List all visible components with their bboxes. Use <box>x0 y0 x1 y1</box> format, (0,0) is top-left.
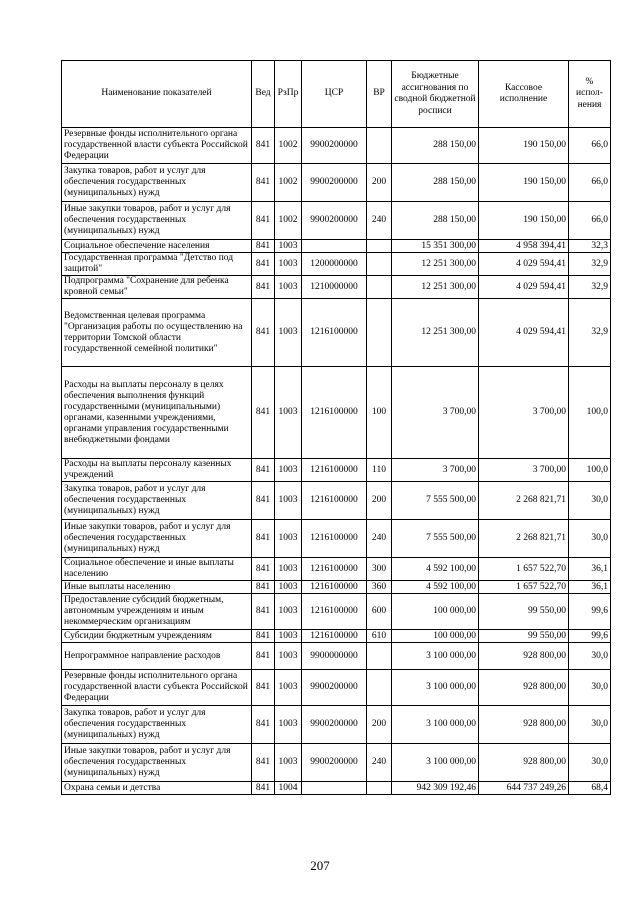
cell-cash: 1 657 522,70 <box>479 581 569 594</box>
cell-cash: 1 657 522,70 <box>479 558 569 581</box>
cell-ved: 841 <box>252 367 275 459</box>
cell-vr: 600 <box>367 594 392 630</box>
table-row <box>62 670 611 706</box>
table-row <box>62 643 611 670</box>
cell-csr: 9900200000 <box>302 670 367 706</box>
cell-pct: 30,0 <box>569 744 611 782</box>
cell-cash: 928 800,00 <box>479 744 569 782</box>
cell-vr <box>367 670 392 706</box>
table-row <box>62 299 611 367</box>
table-row <box>62 594 611 630</box>
cell-budget: 12 251 300,00 <box>392 299 479 367</box>
cell-csr: 9900200000 <box>302 128 367 164</box>
cell-name: Резервные фонды исполнительного органа государственной власти субъекта Российской Федерации <box>62 670 252 706</box>
cell-ved: 841 <box>252 240 275 253</box>
cell-ved: 841 <box>252 202 275 240</box>
cell-vr: 200 <box>367 706 392 744</box>
cell-csr: 9900200000 <box>302 706 367 744</box>
cell-cash: 3 700,00 <box>479 459 569 482</box>
cell-vr <box>367 128 392 164</box>
cell-cash: 644 737 249,26 <box>479 782 569 795</box>
cell-vr <box>367 643 392 670</box>
cell-ved: 841 <box>252 630 275 643</box>
cell-cash: 3 700,00 <box>479 367 569 459</box>
cell-vr <box>367 276 392 299</box>
cell-budget: 7 555 500,00 <box>392 520 479 558</box>
cell-pct: 68,4 <box>569 782 611 795</box>
cell-name: Охрана семьи и детства <box>62 782 252 795</box>
cell-rzpr: 1003 <box>275 276 302 299</box>
cell-rzpr: 1003 <box>275 520 302 558</box>
cell-rzpr: 1003 <box>275 594 302 630</box>
cell-budget: 3 100 000,00 <box>392 744 479 782</box>
table-row <box>62 482 611 520</box>
cell-rzpr: 1003 <box>275 459 302 482</box>
cell-cash: 928 800,00 <box>479 643 569 670</box>
cell-name: Расходы на выплаты персоналу казенных учреждений <box>62 459 252 482</box>
cell-rzpr: 1003 <box>275 670 302 706</box>
cell-rzpr: 1003 <box>275 558 302 581</box>
cell-budget: 3 100 000,00 <box>392 643 479 670</box>
cell-csr: 1216100000 <box>302 367 367 459</box>
cell-name: Иные закупки товаров, работ и услуг для обеспечения государственных (муниципальных) нужд <box>62 520 252 558</box>
header-percent: % испол-нения <box>569 61 611 128</box>
header-name: Наименование показателей <box>62 61 252 128</box>
cell-csr: 9900200000 <box>302 744 367 782</box>
header-ved: Вед <box>252 61 275 128</box>
cell-pct: 66,0 <box>569 164 611 202</box>
cell-budget: 4 592 100,00 <box>392 558 479 581</box>
table-row <box>62 782 611 795</box>
cell-budget: 12 251 300,00 <box>392 276 479 299</box>
cell-csr: 9900000000 <box>302 643 367 670</box>
cell-vr <box>367 253 392 276</box>
table-row <box>62 581 611 594</box>
cell-budget: 100 000,00 <box>392 594 479 630</box>
cell-ved: 841 <box>252 164 275 202</box>
cell-budget: 12 251 300,00 <box>392 253 479 276</box>
cell-name: Государственная программа "Детство под защитой" <box>62 253 252 276</box>
cell-pct: 32,9 <box>569 276 611 299</box>
cell-vr: 240 <box>367 202 392 240</box>
header-budget: Бюджетные ассигнования по сводной бюджетной росписи <box>392 61 479 128</box>
cell-pct: 30,0 <box>569 670 611 706</box>
table-row <box>62 520 611 558</box>
cell-cash: 190 150,00 <box>479 164 569 202</box>
header-vr: ВР <box>367 61 392 128</box>
header-cash: Кассовое исполнение <box>479 61 569 128</box>
cell-rzpr: 1003 <box>275 706 302 744</box>
cell-name: Закупка товаров, работ и услуг для обеспечения государственных (муниципальных) нужд <box>62 482 252 520</box>
cell-csr <box>302 782 367 795</box>
cell-ved: 841 <box>252 706 275 744</box>
table-row <box>62 164 611 202</box>
table-row <box>62 630 611 643</box>
cell-name: Расходы на выплаты персоналу в целях обеспечения выполнения функций государственными (муниципальными) органами, казенными учреждениями, органами управления государственными внебюджетными фондами <box>62 367 252 459</box>
cell-ved: 841 <box>252 581 275 594</box>
cell-pct: 99,6 <box>569 630 611 643</box>
table-row <box>62 240 611 253</box>
cell-cash: 4 958 394,41 <box>479 240 569 253</box>
cell-vr <box>367 240 392 253</box>
cell-csr: 1216100000 <box>302 630 367 643</box>
cell-pct: 66,0 <box>569 202 611 240</box>
cell-csr: 1210000000 <box>302 276 367 299</box>
cell-name: Закупка товаров, работ и услуг для обеспечения государственных (муниципальных) нужд <box>62 706 252 744</box>
cell-name: Иные выплаты населению <box>62 581 252 594</box>
header-rzpr: РзПр <box>275 61 302 128</box>
cell-budget: 288 150,00 <box>392 202 479 240</box>
cell-budget: 288 150,00 <box>392 164 479 202</box>
table-row <box>62 459 611 482</box>
cell-vr: 200 <box>367 482 392 520</box>
cell-ved: 841 <box>252 482 275 520</box>
table-body <box>62 128 611 795</box>
table-row <box>62 253 611 276</box>
cell-name: Субсидии бюджетным учреждениям <box>62 630 252 643</box>
cell-budget: 7 555 500,00 <box>392 482 479 520</box>
cell-name: Иные закупки товаров, работ и услуг для обеспечения государственных (муниципальных) нужд <box>62 744 252 782</box>
cell-csr: 1216100000 <box>302 299 367 367</box>
cell-name: Иные закупки товаров, работ и услуг для обеспечения государственных (муниципальных) нужд <box>62 202 252 240</box>
cell-budget: 942 309 192,46 <box>392 782 479 795</box>
table-row <box>62 276 611 299</box>
cell-pct: 36,1 <box>569 558 611 581</box>
cell-cash: 190 150,00 <box>479 202 569 240</box>
cell-cash: 4 029 594,41 <box>479 253 569 276</box>
cell-cash: 4 029 594,41 <box>479 276 569 299</box>
cell-pct: 32,9 <box>569 299 611 367</box>
cell-pct: 30,0 <box>569 520 611 558</box>
cell-cash: 4 029 594,41 <box>479 299 569 367</box>
cell-csr: 1216100000 <box>302 581 367 594</box>
cell-rzpr: 1002 <box>275 128 302 164</box>
cell-pct: 30,0 <box>569 482 611 520</box>
cell-vr <box>367 782 392 795</box>
cell-ved: 841 <box>252 299 275 367</box>
cell-csr: 1200000000 <box>302 253 367 276</box>
table-row <box>62 706 611 744</box>
table-row <box>62 202 611 240</box>
cell-name: Социальное обеспечение и иные выплаты населению <box>62 558 252 581</box>
cell-rzpr: 1003 <box>275 240 302 253</box>
budget-execution-table <box>61 60 611 795</box>
cell-vr: 110 <box>367 459 392 482</box>
cell-rzpr: 1002 <box>275 202 302 240</box>
cell-ved: 841 <box>252 558 275 581</box>
cell-name: Резервные фонды исполнительного органа государственной власти субъекта Российской Федерации <box>62 128 252 164</box>
cell-cash: 928 800,00 <box>479 670 569 706</box>
cell-rzpr: 1002 <box>275 164 302 202</box>
cell-pct: 32,9 <box>569 253 611 276</box>
cell-cash: 99 550,00 <box>479 630 569 643</box>
cell-rzpr: 1003 <box>275 253 302 276</box>
cell-rzpr: 1003 <box>275 581 302 594</box>
cell-budget: 3 100 000,00 <box>392 706 479 744</box>
cell-pct: 36,1 <box>569 581 611 594</box>
cell-rzpr: 1003 <box>275 630 302 643</box>
cell-vr: 100 <box>367 367 392 459</box>
table-row <box>62 558 611 581</box>
cell-ved: 841 <box>252 643 275 670</box>
cell-pct: 100,0 <box>569 459 611 482</box>
cell-name: Ведомственная целевая программа "Организация работы по осуществлению на территории Томской области государственной семейной политики" <box>62 299 252 367</box>
cell-budget: 4 592 100,00 <box>392 581 479 594</box>
cell-csr: 1216100000 <box>302 520 367 558</box>
cell-budget: 3 700,00 <box>392 459 479 482</box>
header-csr: ЦСР <box>302 61 367 128</box>
cell-csr: 9900200000 <box>302 164 367 202</box>
page-number: 207 <box>310 858 330 873</box>
cell-name: Социальное обеспечение населения <box>62 240 252 253</box>
cell-vr: 300 <box>367 558 392 581</box>
cell-name: Закупка товаров, работ и услуг для обеспечения государственных (муниципальных) нужд <box>62 164 252 202</box>
cell-name: Непрограммное направление расходов <box>62 643 252 670</box>
cell-name: Предоставление субсидий бюджетным, автономным учреждениям и иным некоммерческим организациям <box>62 594 252 630</box>
cell-vr: 200 <box>367 164 392 202</box>
cell-budget: 100 000,00 <box>392 630 479 643</box>
cell-csr: 9900200000 <box>302 202 367 240</box>
table-row <box>62 367 611 459</box>
cell-rzpr: 1003 <box>275 744 302 782</box>
cell-cash: 190 150,00 <box>479 128 569 164</box>
cell-rzpr: 1003 <box>275 299 302 367</box>
cell-name: Подпрограмма "Сохранение для ребенка кровной семьи" <box>62 276 252 299</box>
cell-ved: 841 <box>252 520 275 558</box>
cell-ved: 841 <box>252 782 275 795</box>
cell-ved: 841 <box>252 594 275 630</box>
cell-vr: 610 <box>367 630 392 643</box>
cell-ved: 841 <box>252 253 275 276</box>
cell-vr <box>367 299 392 367</box>
cell-ved: 841 <box>252 128 275 164</box>
cell-pct: 99,6 <box>569 594 611 630</box>
cell-vr: 240 <box>367 744 392 782</box>
cell-csr: 1216100000 <box>302 594 367 630</box>
cell-ved: 841 <box>252 744 275 782</box>
cell-ved: 841 <box>252 670 275 706</box>
cell-pct: 66,0 <box>569 128 611 164</box>
cell-cash: 99 550,00 <box>479 594 569 630</box>
cell-budget: 3 100 000,00 <box>392 670 479 706</box>
cell-csr: 1216100000 <box>302 482 367 520</box>
cell-vr: 360 <box>367 581 392 594</box>
cell-csr: 1216100000 <box>302 459 367 482</box>
cell-rzpr: 1003 <box>275 643 302 670</box>
cell-pct: 30,0 <box>569 706 611 744</box>
cell-rzpr: 1004 <box>275 782 302 795</box>
cell-csr: 1216100000 <box>302 558 367 581</box>
cell-pct: 32,3 <box>569 240 611 253</box>
cell-rzpr: 1003 <box>275 367 302 459</box>
cell-pct: 100,0 <box>569 367 611 459</box>
cell-ved: 841 <box>252 276 275 299</box>
cell-budget: 15 351 300,00 <box>392 240 479 253</box>
cell-ved: 841 <box>252 459 275 482</box>
table-row <box>62 744 611 782</box>
cell-pct: 30,0 <box>569 643 611 670</box>
cell-csr <box>302 240 367 253</box>
cell-budget: 3 700,00 <box>392 367 479 459</box>
cell-budget: 288 150,00 <box>392 128 479 164</box>
cell-cash: 2 268 821,71 <box>479 520 569 558</box>
cell-rzpr: 1003 <box>275 482 302 520</box>
cell-cash: 928 800,00 <box>479 706 569 744</box>
cell-cash: 2 268 821,71 <box>479 482 569 520</box>
table-row <box>62 128 611 164</box>
table-header-row <box>62 61 611 128</box>
cell-vr: 240 <box>367 520 392 558</box>
